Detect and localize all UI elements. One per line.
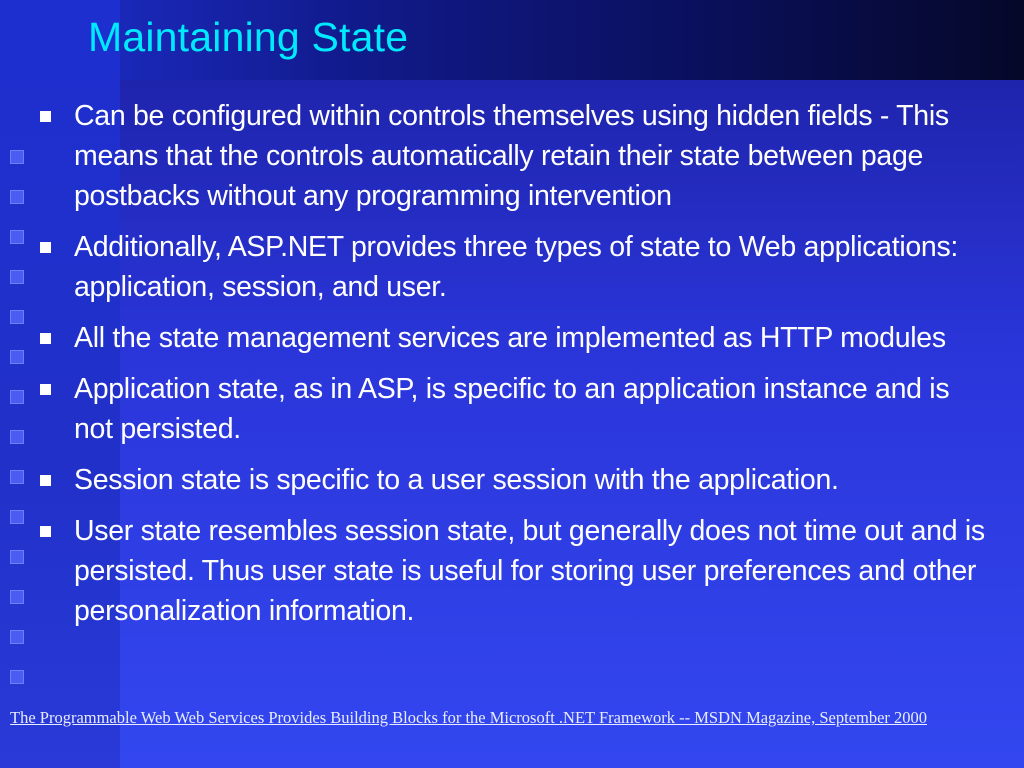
bullet-item xyxy=(36,227,986,307)
bullet-text: Additionally, ASP.NET provides three types of state to Web applications: application, session, and user. xyxy=(74,231,959,303)
decor-square xyxy=(10,550,24,564)
square-bullet-icon xyxy=(40,242,51,253)
decor-square xyxy=(10,350,24,364)
decor-square xyxy=(10,430,24,444)
bullet-list xyxy=(36,96,986,642)
bullet-text: User state resembles session state, but generally does not time out and is persisted. Thus user state is useful for storing user preferences and other personalization information. xyxy=(74,515,985,627)
bullet-item xyxy=(36,96,986,216)
decor-square xyxy=(10,150,24,164)
bullet-item xyxy=(36,511,986,631)
decor-square xyxy=(10,510,24,524)
decor-square xyxy=(10,630,24,644)
bullet-item xyxy=(36,318,986,358)
bullet-text: Can be configured within controls themselves using hidden fields - This means that the controls automatically retain their state between page postbacks without any programming intervention xyxy=(74,100,949,212)
decor-square xyxy=(10,270,24,284)
footer-source-link[interactable]: The Programmable Web Web Services Provides Building Blocks for the Microsoft .NET Framework -- MSDN Magazine, September 2000 xyxy=(10,708,928,727)
bullet-text: Application state, as in ASP, is specific to an application instance and is not persisted. xyxy=(74,373,950,445)
square-bullet-icon xyxy=(40,111,51,122)
bullet-text: Session state is specific to a user session with the application. xyxy=(74,464,839,496)
decorative-squares xyxy=(6,150,36,710)
slide-title: Maintaining State xyxy=(88,14,409,60)
decor-square xyxy=(10,190,24,204)
bullet-item xyxy=(36,460,986,500)
decor-square xyxy=(10,590,24,604)
bullet-text: All the state management services are implemented as HTTP modules xyxy=(74,322,946,354)
decor-square xyxy=(10,310,24,324)
square-bullet-icon xyxy=(40,475,51,486)
decor-square xyxy=(10,670,24,684)
decor-square xyxy=(10,470,24,484)
bullet-item xyxy=(36,369,986,449)
decor-square xyxy=(10,230,24,244)
square-bullet-icon xyxy=(40,526,51,537)
square-bullet-icon xyxy=(40,384,51,395)
decor-square xyxy=(10,390,24,404)
square-bullet-icon xyxy=(40,333,51,344)
